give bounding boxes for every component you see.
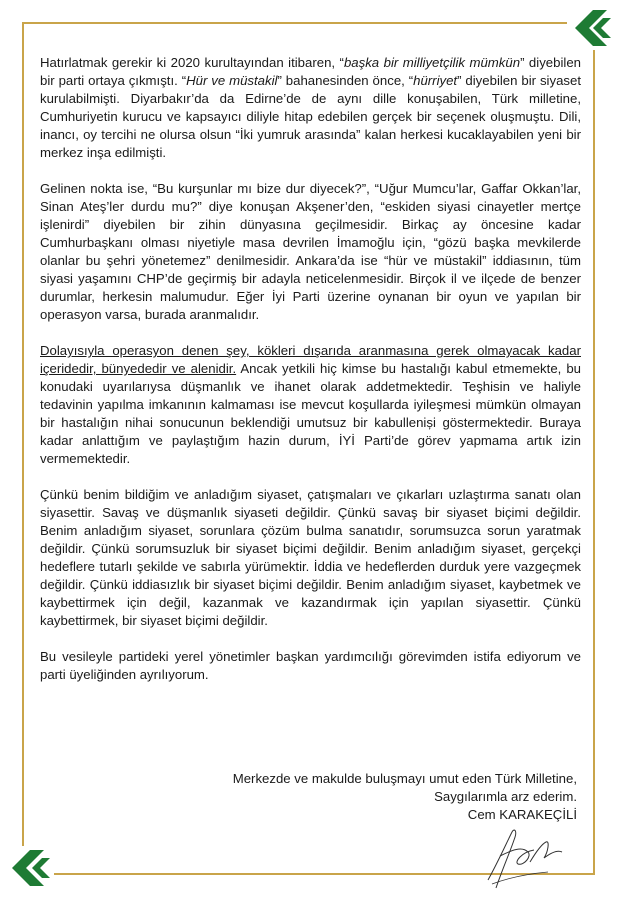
- signer-name: Cem KARAKEÇİLİ: [467, 807, 577, 822]
- italic-segment: hürriyet: [413, 73, 458, 88]
- paragraph: [40, 342, 581, 468]
- text-segment: Gelinen nokta ise, “Bu kurşunlar mı bize dur diyecek?”, “Uğur Mumcu’lar, Gaffar Okkan’lar, Sinan Ateş’ler durdu mu?” diye konuşan Akşener’den, “eskiden siyasi cinayetler mertçe işlenirdi” diyebilen bir zihin dünyasına geçilmesidir. Birkaç ay öncesine kadar Cumhurbaşkanı olması niyetiyle masa devrilen İmamoğlu için, “gözü başka mevkilerde olanlar bu şehri yönetemez” denilmesidir. Ankara’da ise “hür ve müstakil” iddiasının, tüm siyasi yaşamını CHP’de geçirmiş bir adayla neticelenmesidir. Birçok il ve ilçede de benzer durumlar, herkesin malumudur. Eğer İyi Parti üzerine oynanan bir oyun ve yapılan bir operasyon varsa, burada aranmalıdır.: [40, 181, 581, 322]
- italic-segment: Hür ve müstakil: [186, 73, 278, 88]
- letter-body: [40, 54, 581, 702]
- text-segment: ” diyebilen bir siyaset kurulabilmişti. Diyarbakır’da da Edirne’de de aynı dille konuşabilen, Türk milletine, Cumhuriyetin kurucu ve kapsayıcı diliyle hitap edebilen gerçek bir seçenek oluşmuştu. Dili, inancı, oy tercihi ne olursa olsun “İki yumruk arasında” kalan herkesi kucaklayabilen yeni bir merkez inşa edilmişti.: [40, 73, 581, 160]
- paragraph: [40, 54, 581, 162]
- handwritten-signature: [478, 822, 568, 892]
- text-segment: Çünkü benim bildiğim ve anladığım siyaset, çatışmaları ve çıkarları uzlaştırma sanatı olan siyasettir. Savaş ve düşmanlık siyaseti değildir. Çünkü savaş bir siyaset biçimi değildir. Benim anladığım siyaset, sorunlara çözüm bulma sanatıdır, sorumsuzca sorun yaratmak değildir. Çünkü sorumsuzluk bir siyaset biçimi değildir. Benim anladığım siyaset, gerçekçi hedeflere tutarlı şekilde ve sabırla yürümektir. İddia ve hedeflerden durduk yere vazgeçmek değildir. Çünkü iddiasızlık bir siyaset biçimi değildir. Benim anladığım siyaset, kaybetmek ve kaybettirmek için değil, kazanmak ve kazandırmak için yapılan siyasettir. Çünkü kaybettirmek, bir siyaset biçimi değildir.: [40, 487, 581, 628]
- text-segment: ” bahanesinden önce, “: [277, 73, 414, 88]
- text-segment: Ancak yetkili hiç kimse bu hastalığı kabul etmemekte, bu konudaki uyarılarıysa düşmanlık ve ihanet olarak addetmektedir. Teşhisin ve haliyle tedavinin yapılma imkanının kalmaması ise mevcut koşullarda iyileşmesi mümkün olmayan bir hastalığın nihai sonucunun beklendiği umutsuz bir kabulleniși göstermektedir. Buraya kadar anlattığım ve paylaştığım hazin durum, İYİ Parti’de görev yapmama artık izin vermemektedir.: [40, 361, 581, 466]
- paragraph: [40, 486, 581, 630]
- italic-segment: başka bir milliyetçilik mümkün: [343, 55, 521, 70]
- paragraph: [40, 648, 581, 684]
- closing-line: Merkezde ve makulde buluşmayı umut eden Türk Milletine,: [232, 771, 577, 786]
- text-segment: Hatırlatmak gerekir ki 2020 kurultayından itibaren, “: [40, 55, 344, 70]
- closing-block: [233, 770, 577, 824]
- party-chevron-logo-icon: [6, 846, 54, 890]
- text-segment: Bu vesileyle partideki yerel yönetimler başkan yardımcılığı görevimden istifa ediyorum ve parti üyeliğinden ayrılıyorum.: [40, 649, 581, 682]
- closing-line: Saygılarımla arz ederim.: [434, 789, 577, 804]
- paragraph: [40, 180, 581, 324]
- underlined-segment: Dolayısıyla operasyon denen şey, kökleri dışarıda aranmasına gerek olmayacak kadar içeridedir, bünyededir ve alenidir.: [40, 343, 581, 376]
- text-segment: ” diyebilen bir parti ortaya çıkmıştı. “: [40, 55, 581, 88]
- party-chevron-logo-icon: [567, 6, 613, 50]
